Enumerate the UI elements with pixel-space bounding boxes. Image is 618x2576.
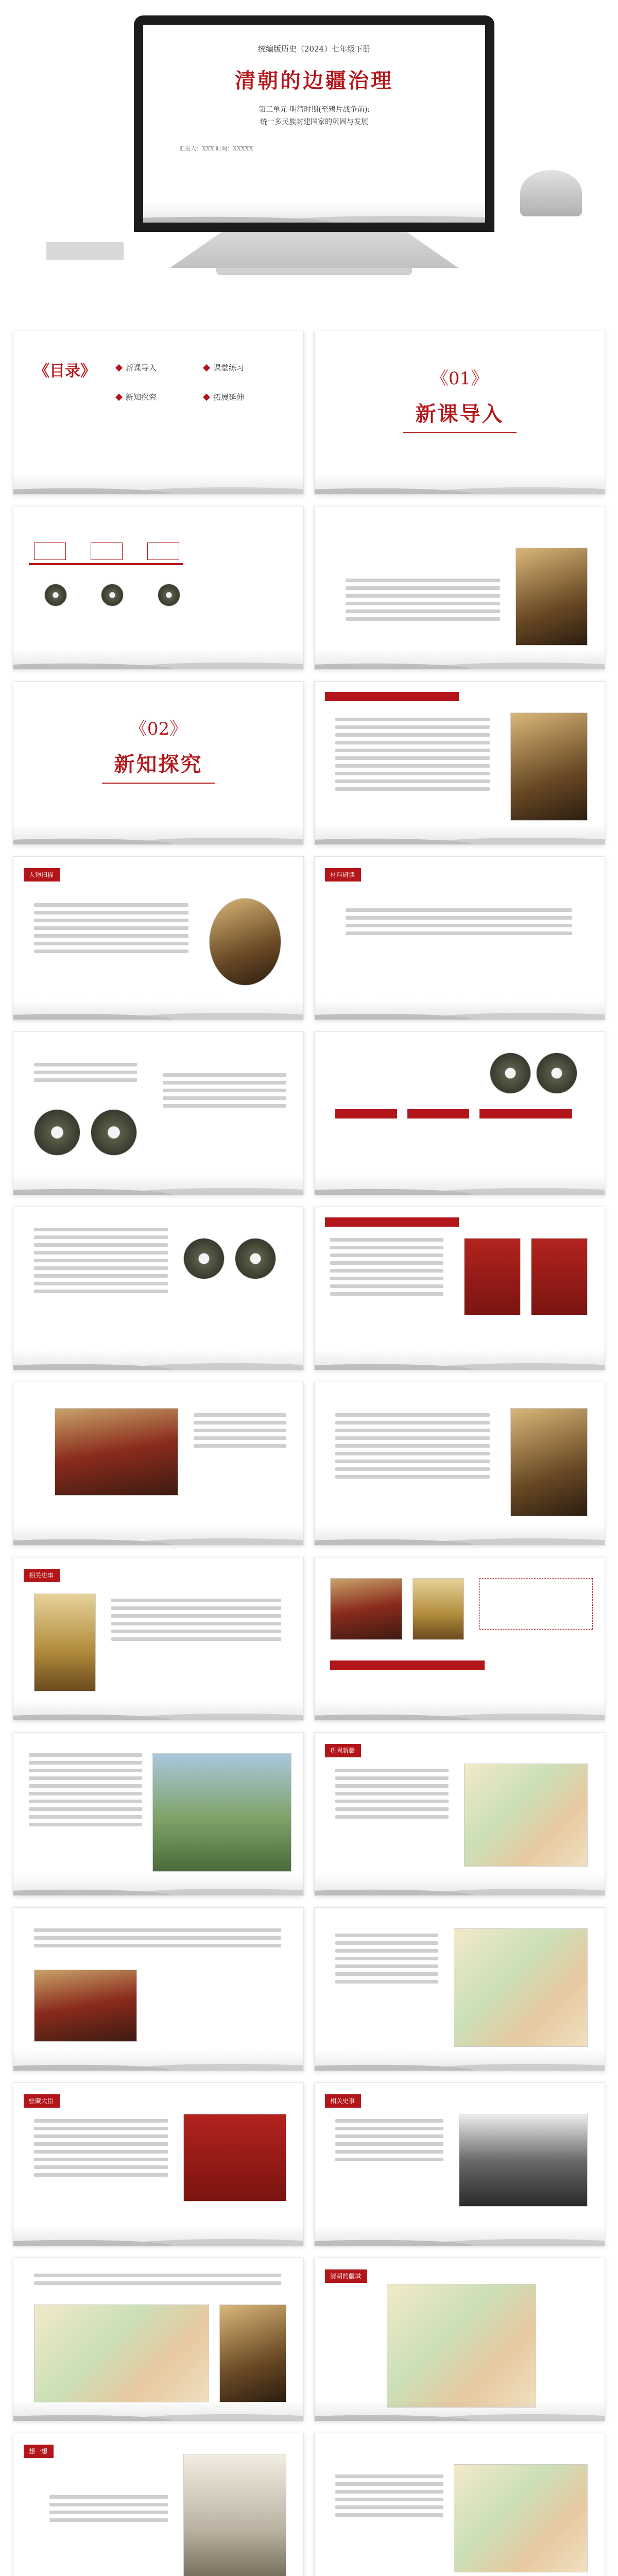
slide-map-question xyxy=(314,2433,605,2576)
ink-mountain-decoration xyxy=(13,999,303,1020)
slide-seals xyxy=(13,1207,304,1370)
label-bar xyxy=(407,1109,469,1118)
ink-mountain-decoration xyxy=(13,2050,303,2071)
toc-item[interactable]: 课堂练习 xyxy=(204,362,281,373)
slide-intro-emperor xyxy=(314,506,605,670)
laptop-foot xyxy=(216,268,412,275)
map-image xyxy=(454,2464,588,2572)
diamond-icon xyxy=(203,393,210,400)
body-text xyxy=(111,1599,281,1645)
slide-history-1 xyxy=(13,1557,304,1721)
ink-mountain-decoration xyxy=(315,824,605,844)
diamond-icon xyxy=(203,364,210,371)
slide-tag: 相关史事 xyxy=(325,2094,361,2108)
ink-mountain-decoration xyxy=(13,824,303,844)
ruins-image xyxy=(34,1970,137,2042)
scholar-image xyxy=(183,2454,286,2576)
map-image xyxy=(34,2304,209,2402)
slide-tag: 人物扫描 xyxy=(24,868,60,882)
emperor-portrait-icon xyxy=(44,584,67,606)
seal-image xyxy=(235,1238,276,1279)
slide-heading-bar xyxy=(325,692,459,701)
slide-tag: 驻藏大臣 xyxy=(24,2094,60,2108)
timeline-box xyxy=(147,543,179,560)
slide-tag: 相关史事 xyxy=(24,1569,60,1582)
slide-cannon xyxy=(314,2082,605,2246)
slide-section-01 xyxy=(314,331,605,495)
cover-slide xyxy=(143,25,485,223)
slide-toc xyxy=(13,331,304,495)
ink-mountain-decoration xyxy=(315,1700,605,1720)
body-text xyxy=(335,718,490,795)
laptop-screen xyxy=(134,15,494,232)
desk-book-decoration xyxy=(46,242,124,260)
emperor-portrait-icon xyxy=(101,584,124,606)
slide-heading-bar xyxy=(325,1217,459,1227)
body-text xyxy=(335,1934,438,1988)
slide-emperor-detail xyxy=(314,681,605,845)
toc-item[interactable]: 新课导入 xyxy=(116,362,194,373)
cover-meta: 汇报人：XXX 时间：XXXXX xyxy=(179,145,253,152)
ink-mountain-decoration xyxy=(315,1875,605,1895)
ink-mountain-decoration xyxy=(315,1174,605,1195)
body-text xyxy=(34,2119,168,2181)
ink-mountain-decoration xyxy=(13,649,303,669)
coin-image xyxy=(34,1109,80,1156)
potala-image xyxy=(330,1578,402,1640)
slide-section-02 xyxy=(13,681,304,845)
desk-lamp-decoration xyxy=(520,170,582,216)
body-text xyxy=(346,908,572,939)
ink-mountain-decoration xyxy=(13,473,303,494)
map-image xyxy=(454,1928,588,2047)
golden-urn-image xyxy=(34,1594,96,1691)
ink-mountain-decoration xyxy=(143,202,485,223)
timeline-axis xyxy=(29,563,183,565)
diamond-icon xyxy=(115,364,123,371)
section-heading xyxy=(315,331,605,433)
timeline-box xyxy=(34,543,66,560)
body-text xyxy=(34,2274,281,2289)
body-text xyxy=(34,1228,168,1297)
palace-image xyxy=(55,1408,178,1496)
body-text xyxy=(34,1063,137,1086)
territory-map-image xyxy=(387,2284,536,2408)
body-text xyxy=(34,1928,281,1952)
body-text xyxy=(330,1238,443,1300)
slide-coins xyxy=(13,1031,304,1195)
ink-mountain-decoration xyxy=(13,1875,303,1895)
body-text xyxy=(335,1769,449,1823)
slide-palace xyxy=(13,1382,304,1546)
ink-mountain-decoration xyxy=(315,999,605,1020)
laptop-base xyxy=(170,232,458,268)
emperor-portrait-icon xyxy=(158,584,180,606)
body-text xyxy=(163,1073,286,1112)
section-number: 《02》 xyxy=(129,719,187,739)
section-name: 新知探究 xyxy=(114,752,203,776)
ink-mountain-decoration xyxy=(13,1524,303,1545)
seal-image xyxy=(183,1238,225,1279)
cover-subtitle-line1: 第三单元 明清时期(至鸦片战争前): xyxy=(258,106,370,114)
body-text xyxy=(346,579,500,625)
slide-territory xyxy=(314,2258,605,2421)
treaty-image xyxy=(183,2114,286,2201)
slide-tag: 巩固新疆 xyxy=(325,1744,361,1757)
body-text xyxy=(335,1413,490,1483)
slide-persons xyxy=(13,856,304,1020)
section-name: 新课导入 xyxy=(415,402,504,426)
toc-item[interactable]: 新知探究 xyxy=(116,392,194,402)
label-bar xyxy=(335,1109,397,1118)
quote-box xyxy=(479,1578,593,1630)
slide-yaksa xyxy=(13,2082,304,2246)
slide-golden-urn xyxy=(314,1207,605,1370)
slide-tag: 材料研读 xyxy=(325,868,361,882)
person-portrait-image xyxy=(209,898,281,986)
document-image xyxy=(464,1238,521,1315)
coin-image xyxy=(490,1053,531,1094)
painting-image xyxy=(464,1764,588,1867)
ink-mountain-decoration xyxy=(315,2050,605,2071)
body-text xyxy=(194,1413,286,1452)
ink-mountain-decoration xyxy=(315,2400,605,2421)
cannon-image xyxy=(459,2114,588,2207)
slide-xinjiang xyxy=(13,1907,304,2071)
ink-mountain-decoration xyxy=(315,1524,605,1545)
ink-mountain-decoration xyxy=(13,2400,303,2421)
ink-mountain-decoration xyxy=(13,2225,303,2246)
cover-title: 清朝的边疆治理 xyxy=(235,69,393,93)
divider xyxy=(403,432,517,433)
ink-mountain-decoration xyxy=(315,649,605,669)
body-text xyxy=(34,903,188,957)
landscape-image xyxy=(152,1753,291,1872)
slide-qianlong xyxy=(314,1382,605,1546)
slide-fortress xyxy=(314,1732,605,1896)
slide-materials xyxy=(314,856,605,1020)
cover-subtitle xyxy=(143,104,485,129)
cover-book-tag: 统编版历史（2024）七年级下册 xyxy=(258,44,371,54)
ink-mountain-decoration xyxy=(13,1700,303,1720)
slide-tag: 想一想 xyxy=(24,2445,54,2458)
body-text xyxy=(49,2495,168,2526)
person-portrait-image xyxy=(219,2304,286,2402)
label-bar xyxy=(330,1660,485,1670)
coin-image xyxy=(536,1053,577,1094)
slide-tag: 清朝的疆域 xyxy=(325,2269,367,2283)
golden-urn-image xyxy=(413,1578,464,1640)
cover-subtitle-line2: 统一多民族封建国家的巩固与发展 xyxy=(260,117,368,126)
emperor-portrait-image xyxy=(516,548,588,646)
toc-title: 《目录》 xyxy=(34,362,96,380)
slide-nerchinsk xyxy=(13,2258,304,2421)
emperor-portrait-image xyxy=(510,1408,588,1516)
slide-think xyxy=(13,2433,304,2576)
ink-mountain-decoration xyxy=(315,473,605,494)
slide-coin-map xyxy=(314,1031,605,1195)
ink-mountain-decoration xyxy=(13,1174,303,1195)
section-number: 《01》 xyxy=(431,368,489,389)
hero-section xyxy=(0,0,618,314)
toc-list xyxy=(116,362,281,402)
document-image xyxy=(531,1238,588,1315)
divider xyxy=(102,783,215,784)
body-text xyxy=(335,2475,443,2521)
diamond-icon xyxy=(115,393,123,400)
coin-image xyxy=(91,1109,137,1156)
ink-mountain-decoration xyxy=(315,1349,605,1370)
section-heading xyxy=(13,682,303,784)
ink-mountain-decoration xyxy=(315,2225,605,2246)
label-bar xyxy=(479,1109,572,1118)
timeline-box xyxy=(91,543,123,560)
slide-xinjiang-map xyxy=(314,1907,605,2071)
emperor-portrait-image xyxy=(510,713,588,821)
slide-timeline xyxy=(13,506,304,670)
toc-item[interactable]: 拓展延伸 xyxy=(204,392,281,402)
ink-mountain-decoration xyxy=(13,1349,303,1370)
slide-tibet xyxy=(13,1732,304,1896)
slide-potala xyxy=(314,1557,605,1721)
body-text xyxy=(29,1753,142,1831)
body-text xyxy=(335,2119,443,2165)
